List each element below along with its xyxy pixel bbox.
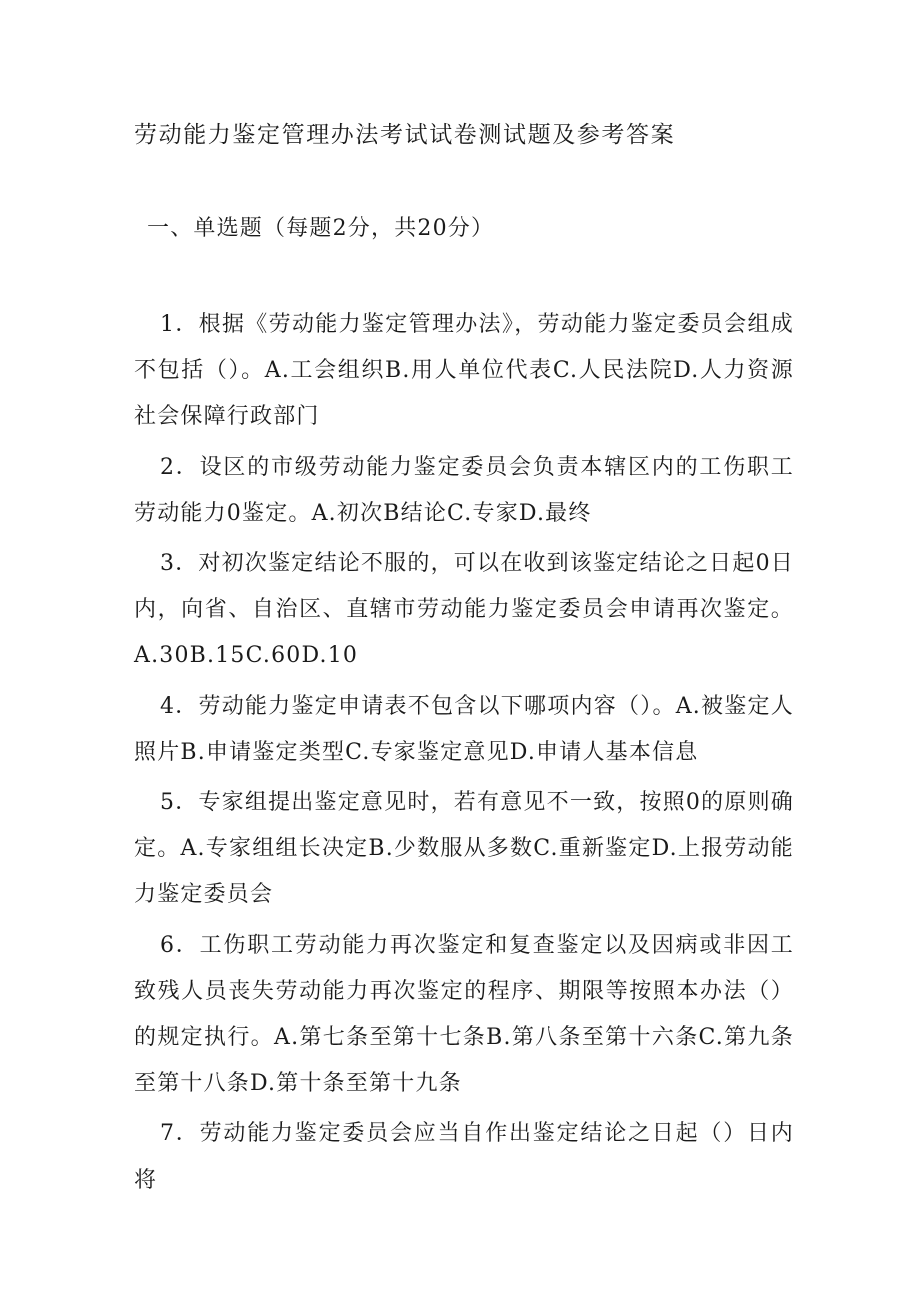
question-5: 5．专家组提出鉴定意见时，若有意见不一致，按照0的原则确定。A.专家组组长决定B.少数服从多数C.重新鉴定D.上报劳动能力鉴定委员会 bbox=[134, 790, 794, 908]
section-heading: 一、单选题（每题2分，共20分） bbox=[147, 216, 495, 241]
question-1: 1．根据《劳动能力鉴定管理办法》，劳动能力鉴定委员会组成不包括（）。A.工会组织B.用人单位代表C.人民法院D.人力资源社会保障行政部门 bbox=[134, 312, 794, 430]
document-title: 劳动能力鉴定管理办法考试试卷测试题及参考答案 bbox=[134, 122, 676, 148]
question-7: 7．劳动能力鉴定委员会应当自作出鉴定结论之日起（）日内将 bbox=[134, 1121, 794, 1193]
question-list bbox=[134, 302, 794, 1208]
question-2: 2．设区的市级劳动能力鉴定委员会负责本辖区内的工伤职工劳动能力0鉴定。A.初次B结论C.专家D.最终 bbox=[134, 454, 794, 526]
question-6: 6．工伤职工劳动能力再次鉴定和复查鉴定以及因病或非因工致残人员丧失劳动能力再次鉴定的程序、期限等按照本办法（）的规定执行。A.第七条至第十七条B.第八条至第十六条C.第九条至第十八条D.第十条至第十九条 bbox=[134, 932, 794, 1097]
question-3: 3．对初次鉴定结论不服的，可以在收到该鉴定结论之日起0日内，向省、自治区、直辖市劳动能力鉴定委员会申请再次鉴定。A.30B.15C.60D.10 bbox=[134, 551, 794, 669]
question-4: 4．劳动能力鉴定申请表不包含以下哪项内容（）。A.被鉴定人照片B.申请鉴定类型C.专家鉴定意见D.申请人基本信息 bbox=[134, 693, 794, 765]
